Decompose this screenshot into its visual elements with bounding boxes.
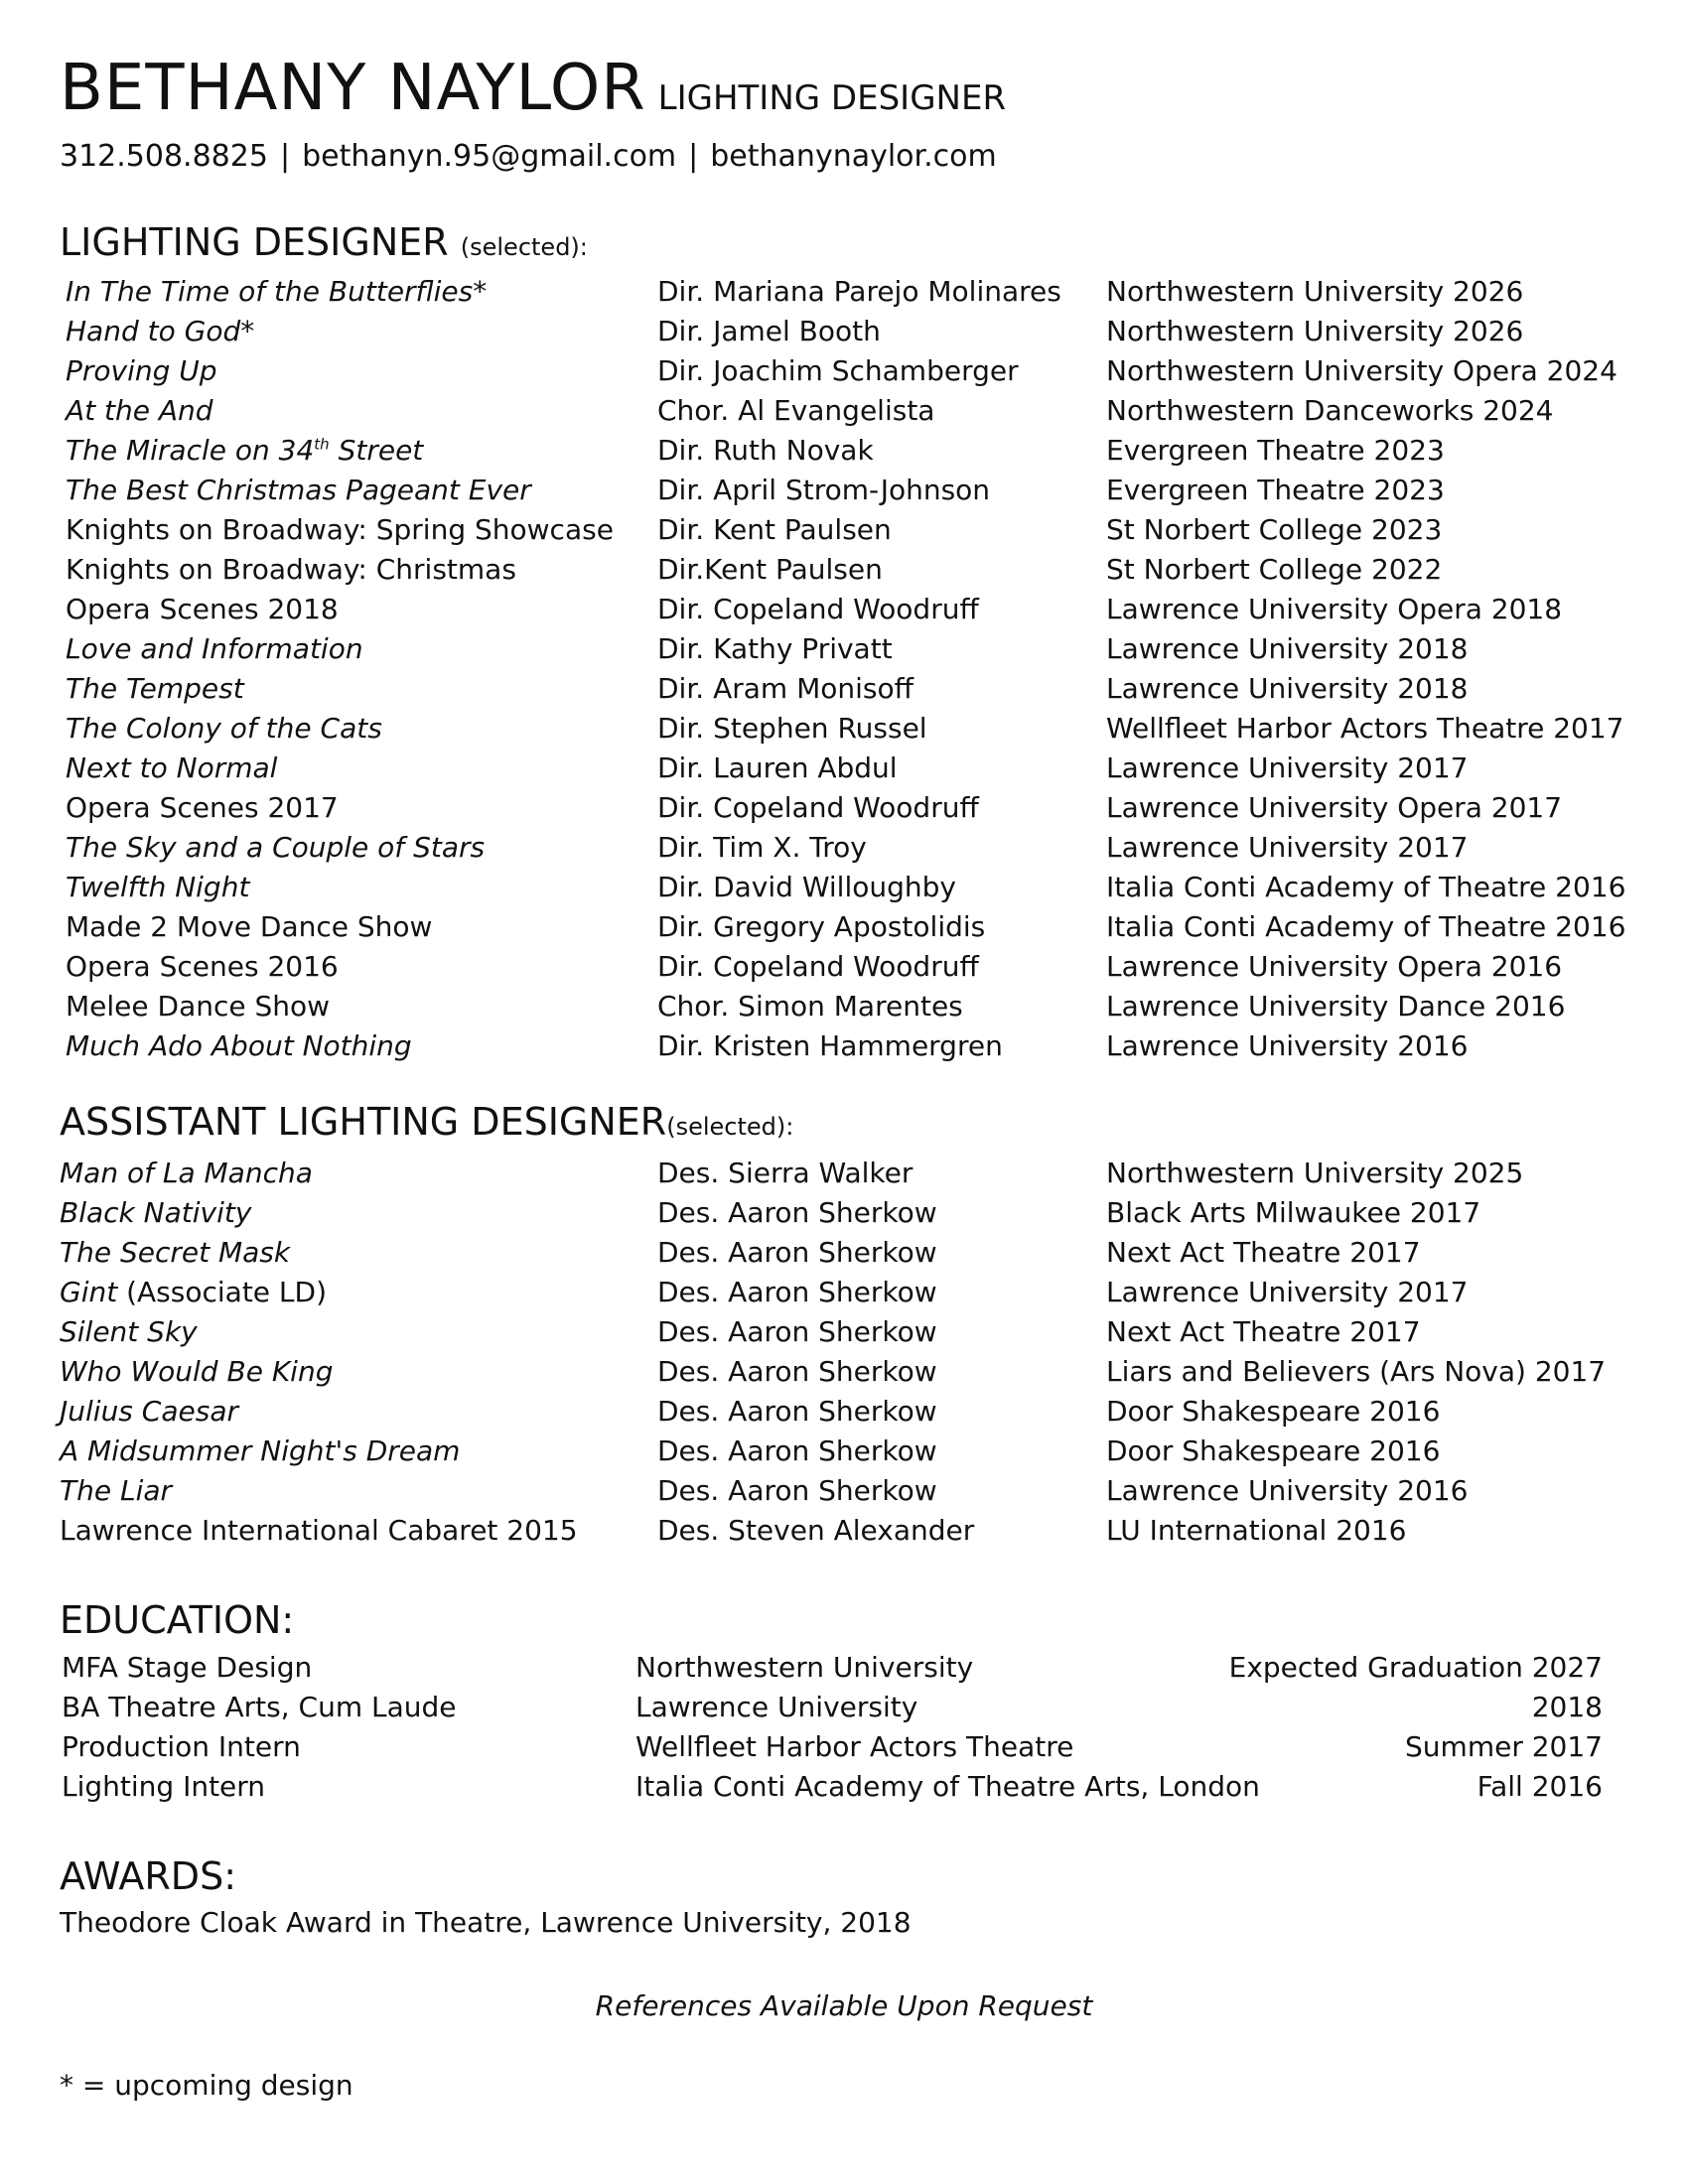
education-row bbox=[0, 1767, 1688, 1807]
education-row bbox=[0, 1688, 1688, 1727]
director-name: Dir. Tim X. Troy bbox=[657, 831, 867, 864]
director-name: Dir. Copeland Woodruff bbox=[657, 593, 979, 625]
contact-line bbox=[60, 139, 997, 174]
education-row bbox=[0, 1727, 1688, 1767]
venue-year: Lawrence University 2018 bbox=[1106, 672, 1469, 705]
designer-name: Des. Aaron Sherkow bbox=[657, 1395, 937, 1428]
credit-row bbox=[0, 1471, 1688, 1511]
production-title-text: The Secret Mask bbox=[60, 1236, 291, 1269]
production-title: At the And bbox=[66, 394, 213, 427]
award-item: Theodore Cloak Award in Theatre, Lawrence University, 2018 bbox=[60, 1906, 912, 1939]
director-name: Dir. Kent Paulsen bbox=[657, 513, 892, 546]
credit-row bbox=[0, 312, 1688, 351]
designer-name: Des. Aaron Sherkow bbox=[657, 1474, 937, 1507]
production-title bbox=[60, 1193, 251, 1233]
credit-row bbox=[0, 828, 1688, 868]
references-note: References Available Upon Request bbox=[595, 1989, 1093, 2022]
candidate-name: BETHANY NAYLOR bbox=[60, 52, 646, 125]
designer-name: Des. Aaron Sherkow bbox=[657, 1355, 937, 1388]
production-title: Twelfth Night bbox=[66, 871, 250, 903]
venue-year: Lawrence University 2016 bbox=[1106, 1474, 1469, 1507]
venue-year: Northwestern University 2026 bbox=[1106, 315, 1524, 347]
education-date: 2018 bbox=[1531, 1691, 1603, 1723]
degree: MFA Stage Design bbox=[62, 1651, 313, 1684]
degree: BA Theatre Arts, Cum Laude bbox=[62, 1691, 457, 1723]
website-url: bethanynaylor.com bbox=[710, 139, 997, 174]
venue-year: Door Shakespeare 2016 bbox=[1106, 1395, 1441, 1428]
production-title: Opera Scenes 2016 bbox=[66, 950, 339, 983]
designer-name: Des. Aaron Sherkow bbox=[657, 1236, 937, 1269]
director-name: Dir.Kent Paulsen bbox=[657, 553, 883, 586]
upcoming-design-footnote: * = upcoming design bbox=[60, 2069, 353, 2102]
credit-row bbox=[0, 749, 1688, 788]
director-name: Dir. Ruth Novak bbox=[657, 434, 874, 467]
credit-row bbox=[0, 1233, 1688, 1273]
resume-header bbox=[60, 52, 1006, 125]
production-title-text: Lawrence International Cabaret 2015 bbox=[60, 1514, 578, 1547]
credit-row bbox=[0, 709, 1688, 749]
production-title: Made 2 Move Dance Show bbox=[66, 910, 433, 943]
venue-year: Evergreen Theatre 2023 bbox=[1106, 474, 1445, 506]
role-note: (Associate LD) bbox=[117, 1276, 328, 1308]
contact-separator: | bbox=[688, 139, 699, 174]
assistant-lighting-designer-heading bbox=[60, 1100, 793, 1144]
degree: Production Intern bbox=[62, 1730, 301, 1763]
venue-year: Lawrence University Opera 2017 bbox=[1106, 791, 1563, 824]
director-name: Dir. Copeland Woodruff bbox=[657, 791, 979, 824]
production-title: Next to Normal bbox=[66, 751, 278, 784]
credit-row bbox=[0, 272, 1688, 312]
production-title: Proving Up bbox=[66, 354, 217, 387]
section-title: LIGHTING DESIGNER bbox=[60, 220, 449, 264]
venue-year: Northwestern Danceworks 2024 bbox=[1106, 394, 1554, 427]
venue-year: St Norbert College 2023 bbox=[1106, 513, 1443, 546]
venue-year: Door Shakespeare 2016 bbox=[1106, 1434, 1441, 1467]
director-name: Dir. Copeland Woodruff bbox=[657, 950, 979, 983]
venue-year: Wellfleet Harbor Actors Theatre 2017 bbox=[1106, 712, 1624, 745]
institution: Northwestern University bbox=[635, 1651, 974, 1684]
credit-row bbox=[0, 1026, 1688, 1066]
production-title: The Best Christmas Pageant Ever bbox=[66, 474, 531, 506]
section-title: ASSISTANT LIGHTING DESIGNER bbox=[60, 1100, 667, 1144]
designer-name: Des. Sierra Walker bbox=[657, 1157, 914, 1189]
credit-row bbox=[0, 868, 1688, 907]
production-title: Knights on Broadway: Spring Showcase bbox=[66, 513, 614, 546]
venue-year: Lawrence University 2017 bbox=[1106, 831, 1469, 864]
venue-year: Black Arts Milwaukee 2017 bbox=[1106, 1196, 1481, 1229]
production-title: The Tempest bbox=[66, 672, 244, 705]
venue-year: Lawrence University 2018 bbox=[1106, 632, 1469, 665]
venue-year: Lawrence University Dance 2016 bbox=[1106, 990, 1566, 1023]
production-title: Hand to God* bbox=[66, 315, 255, 347]
designer-name: Des. Aaron Sherkow bbox=[657, 1276, 937, 1308]
venue-year: Northwestern University Opera 2024 bbox=[1106, 354, 1618, 387]
director-name: Dir. Kristen Hammergren bbox=[657, 1029, 1003, 1062]
production-title: The Sky and a Couple of Stars bbox=[66, 831, 486, 864]
credit-row bbox=[0, 669, 1688, 709]
credit-row bbox=[0, 1511, 1688, 1551]
designer-name: Des. Aaron Sherkow bbox=[657, 1434, 937, 1467]
credit-row bbox=[0, 431, 1688, 471]
credit-row bbox=[0, 788, 1688, 828]
credit-row bbox=[0, 1312, 1688, 1352]
degree: Lighting Intern bbox=[62, 1770, 266, 1803]
director-name: Dir. Aram Monisoff bbox=[657, 672, 914, 705]
production-title bbox=[60, 1432, 460, 1471]
venue-year: Next Act Theatre 2017 bbox=[1106, 1236, 1421, 1269]
venue-year: Northwestern University 2026 bbox=[1106, 275, 1524, 308]
production-title bbox=[60, 1312, 198, 1352]
venue-year: Northwestern University 2025 bbox=[1106, 1157, 1524, 1189]
credit-row bbox=[0, 510, 1688, 550]
education-date: Fall 2016 bbox=[1477, 1770, 1603, 1803]
venue-year: Evergreen Theatre 2023 bbox=[1106, 434, 1445, 467]
venue-year: Italia Conti Academy of Theatre 2016 bbox=[1106, 871, 1626, 903]
designer-name: Des. Aaron Sherkow bbox=[657, 1196, 937, 1229]
credit-row bbox=[0, 471, 1688, 510]
phone-number: 312.508.8825 bbox=[60, 139, 268, 174]
director-name: Chor. Al Evangelista bbox=[657, 394, 935, 427]
production-title-text: Silent Sky bbox=[60, 1315, 198, 1348]
production-title bbox=[60, 1511, 578, 1551]
production-title: The Colony of the Cats bbox=[66, 712, 382, 745]
education-list bbox=[0, 1648, 1688, 1807]
production-title-text: The Liar bbox=[60, 1474, 173, 1507]
director-name: Dir. David Willoughby bbox=[657, 871, 956, 903]
education-date: Summer 2017 bbox=[1405, 1730, 1603, 1763]
director-name: Dir. Kathy Privatt bbox=[657, 632, 893, 665]
education-date: Expected Graduation 2027 bbox=[1228, 1651, 1603, 1684]
director-name: Dir. Gregory Apostolidis bbox=[657, 910, 986, 943]
director-name: Dir. Mariana Parejo Molinares bbox=[657, 275, 1061, 308]
venue-year: Next Act Theatre 2017 bbox=[1106, 1315, 1421, 1348]
director-name: Dir. Lauren Abdul bbox=[657, 751, 898, 784]
venue-year: Lawrence University Opera 2016 bbox=[1106, 950, 1563, 983]
education-row bbox=[0, 1648, 1688, 1688]
credit-row bbox=[0, 987, 1688, 1026]
credit-row bbox=[0, 1154, 1688, 1193]
designer-name: Des. Aaron Sherkow bbox=[657, 1315, 937, 1348]
institution: Italia Conti Academy of Theatre Arts, London bbox=[635, 1770, 1260, 1803]
production-title: Much Ado About Nothing bbox=[66, 1029, 412, 1062]
director-name: Dir. Stephen Russel bbox=[657, 712, 927, 745]
credit-row bbox=[0, 590, 1688, 629]
venue-year: Liars and Believers (Ars Nova) 2017 bbox=[1106, 1355, 1607, 1388]
credit-row bbox=[0, 1273, 1688, 1312]
venue-year: Lawrence University 2017 bbox=[1106, 1276, 1469, 1308]
section-note: (selected): bbox=[666, 1113, 794, 1141]
production-title-text: A Midsummer Night's Dream bbox=[60, 1434, 461, 1467]
credit-row bbox=[0, 1193, 1688, 1233]
production-title: Opera Scenes 2018 bbox=[66, 593, 339, 625]
contact-separator: | bbox=[279, 139, 291, 174]
venue-year: St Norbert College 2022 bbox=[1106, 553, 1443, 586]
credit-row bbox=[0, 351, 1688, 391]
production-title: The Miracle on 34th Street bbox=[66, 434, 424, 467]
credit-row bbox=[0, 629, 1688, 669]
credit-row bbox=[0, 1432, 1688, 1471]
credit-row bbox=[0, 1392, 1688, 1432]
candidate-title: LIGHTING DESIGNER bbox=[657, 78, 1007, 118]
venue-year: LU International 2016 bbox=[1106, 1514, 1407, 1547]
production-title-text: Man of La Mancha bbox=[60, 1157, 313, 1189]
institution: Wellfleet Harbor Actors Theatre bbox=[635, 1730, 1074, 1763]
venue-year: Italia Conti Academy of Theatre 2016 bbox=[1106, 910, 1626, 943]
credit-row bbox=[0, 1352, 1688, 1392]
production-title bbox=[60, 1154, 313, 1193]
production-title-text: Black Nativity bbox=[60, 1196, 252, 1229]
section-note: (selected): bbox=[460, 233, 588, 261]
venue-year: Lawrence University 2017 bbox=[1106, 751, 1469, 784]
credit-row bbox=[0, 391, 1688, 431]
production-title: In The Time of the Butterflies* bbox=[66, 275, 488, 308]
education-heading: EDUCATION: bbox=[60, 1598, 295, 1642]
credit-row bbox=[0, 907, 1688, 947]
institution: Lawrence University bbox=[635, 1691, 918, 1723]
credit-row bbox=[0, 947, 1688, 987]
director-name: Dir. Jamel Booth bbox=[657, 315, 881, 347]
awards-heading: AWARDS: bbox=[60, 1854, 236, 1898]
production-title-text: Julius Caesar bbox=[60, 1395, 238, 1428]
production-title bbox=[60, 1392, 238, 1432]
production-title-text: Gint bbox=[60, 1276, 118, 1308]
production-title: Opera Scenes 2017 bbox=[66, 791, 339, 824]
credit-row bbox=[0, 550, 1688, 590]
director-name: Chor. Simon Marentes bbox=[657, 990, 963, 1023]
production-title: Melee Dance Show bbox=[66, 990, 331, 1023]
email-address: bethanyn.95@gmail.com bbox=[302, 139, 677, 174]
production-title: Love and Information bbox=[66, 632, 363, 665]
director-name: Dir. Joachim Schamberger bbox=[657, 354, 1019, 387]
production-title bbox=[60, 1352, 333, 1392]
lighting-designer-heading bbox=[60, 220, 588, 264]
designer-name: Des. Steven Alexander bbox=[657, 1514, 975, 1547]
venue-year: Lawrence University Opera 2018 bbox=[1106, 593, 1563, 625]
lighting-designer-list bbox=[0, 272, 1688, 1066]
production-title-text: Who Would Be King bbox=[60, 1355, 334, 1388]
production-title: Knights on Broadway: Christmas bbox=[66, 553, 516, 586]
venue-year: Lawrence University 2016 bbox=[1106, 1029, 1469, 1062]
production-title bbox=[60, 1273, 327, 1312]
assistant-lighting-designer-list bbox=[0, 1154, 1688, 1551]
production-title bbox=[60, 1471, 172, 1511]
director-name: Dir. April Strom-Johnson bbox=[657, 474, 991, 506]
production-title bbox=[60, 1233, 290, 1273]
